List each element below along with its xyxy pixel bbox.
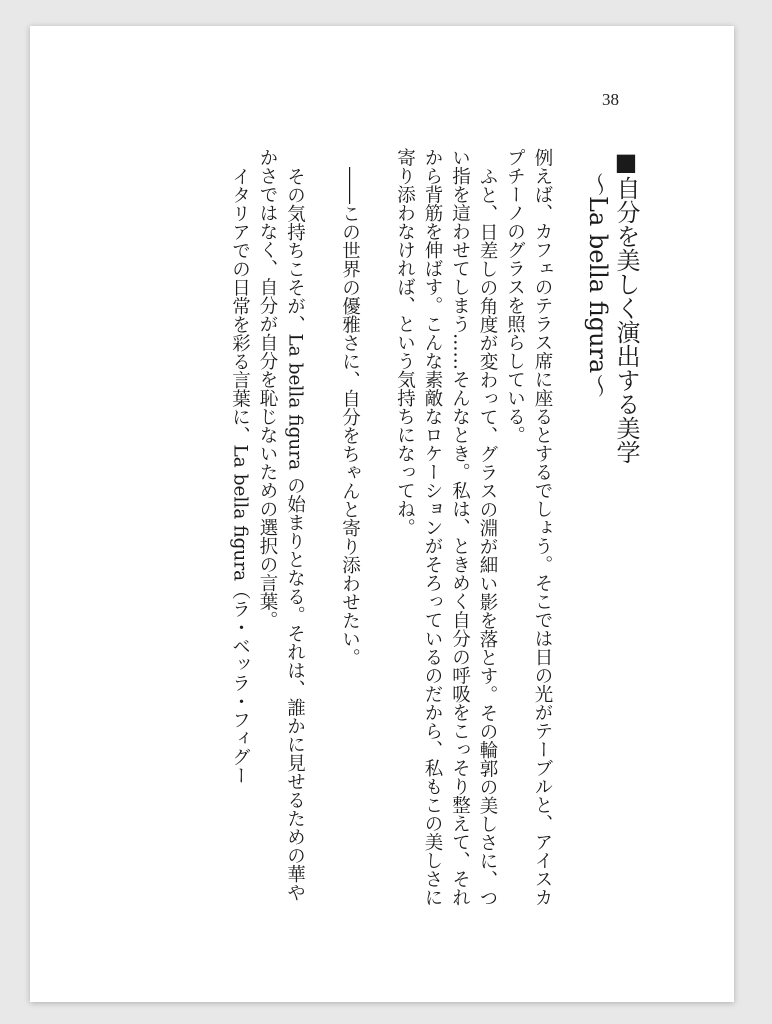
paragraph-3: ――この世界の優雅さに、自分をちゃんと寄り添わせたい。 xyxy=(339,166,361,666)
paragraph-2: ふと、日差しの角度が変わって、グラスの淵が細い影を落とす。その輪郭の美しさに、つい指を這わせてしまう……そんなとき。私は、ときめく自分の呼吸をこっそり整えて、それから背筋を伸ばす。こんな素敵なロケーションがそろっているのだから、私もこの美しさに寄り添わなければ、という気持ちになってね。 xyxy=(394,148,498,907)
book-page xyxy=(30,26,734,1002)
vertical-text-body xyxy=(226,148,640,908)
blank-line xyxy=(309,148,337,908)
heading-line-2: ～La bella figura～ xyxy=(584,172,612,398)
paragraph-5: イタリアでの日常を彩る言葉に、La bella figura（ラ・ベッラ・フィグー xyxy=(229,166,251,785)
heading-line-1: ■自分を美しく演出する美学 xyxy=(612,148,640,464)
page-number: 38 xyxy=(602,90,619,109)
paragraph-4: その気持ちこそが、La bella figura の始まりとなる。それは、誰かに見せるための華やかさではなく、自分が自分を恥じないための選択の言葉。 xyxy=(257,148,306,902)
section-heading xyxy=(584,148,640,908)
paragraph-1: 例えば、カフェのテラス席に座るとするでしょう。そこでは日の光がテーブルと、アイスカプチーノのグラスを照らしている。 xyxy=(504,148,553,907)
blank-line xyxy=(364,148,392,908)
